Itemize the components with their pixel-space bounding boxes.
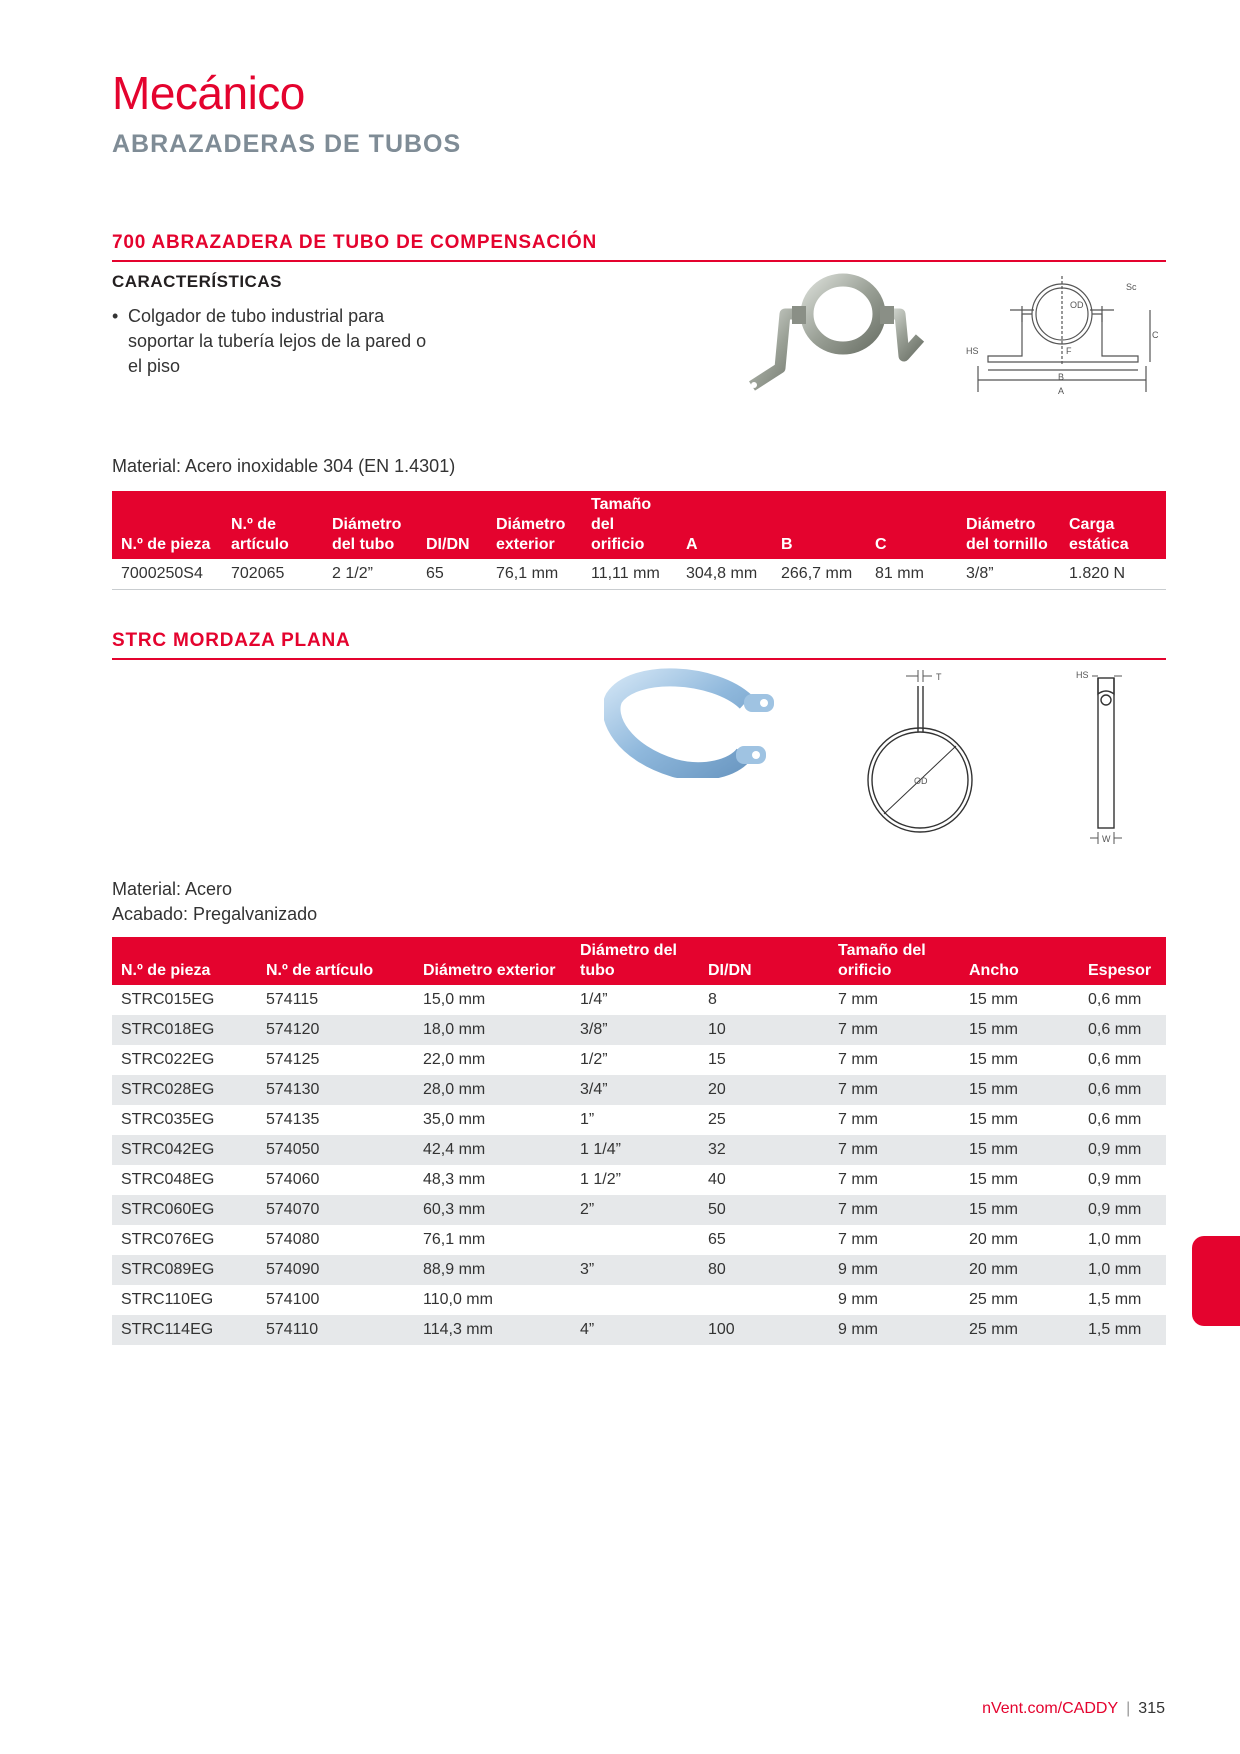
table-row <box>112 1075 1166 1105</box>
table-cell: 574115 <box>266 991 319 1008</box>
table-cell: STRC060EG <box>112 1195 257 1225</box>
table-cell: 7 mm <box>838 1051 878 1068</box>
table-cell: 574135 <box>266 1111 320 1128</box>
col-header: Diámetro del tubo <box>323 491 417 559</box>
table-cell: 574060 <box>266 1171 320 1188</box>
diagram-label-od-strc: OD <box>914 776 928 786</box>
table-cell: 0,9 mm <box>1079 1135 1166 1165</box>
col-header: Diámetro exterior <box>487 491 582 559</box>
table-cell: 11,11 mm <box>582 559 677 590</box>
table-cell: 574110 <box>257 1315 414 1345</box>
col-header: Tamaño del orificio <box>582 491 677 559</box>
table-header-row <box>112 491 1166 559</box>
strc-front-drawing <box>862 666 982 838</box>
col-header: N.º de artículo <box>257 937 414 985</box>
col-header: N.º de artículo <box>222 491 323 559</box>
diagram-label-od: OD <box>1070 300 1084 310</box>
col-header: N.º de pieza <box>112 937 257 985</box>
table-cell: 88,9 mm <box>414 1255 571 1285</box>
table-cell: 3” <box>571 1255 699 1285</box>
col-header: Tamaño del orificio <box>829 937 960 985</box>
table-cell: 15 mm <box>960 1015 1079 1045</box>
col-header: Ancho <box>960 937 1079 985</box>
diagram-label-f: F <box>1066 346 1072 356</box>
table-cell: 7 mm <box>838 1111 878 1128</box>
bullet-dot-icon: • <box>112 306 119 326</box>
table-cell: 1,0 mm <box>1079 1255 1166 1285</box>
table-cell: 9 mm <box>829 1315 960 1345</box>
diagram-label-hs-strc: HS <box>1076 670 1089 680</box>
table-cell: 574070 <box>257 1195 414 1225</box>
table-cell: 114,3 mm <box>414 1315 571 1345</box>
table-cell: 8 <box>708 991 717 1008</box>
table-cell: 2 1/2” <box>323 559 417 590</box>
table-row <box>112 1195 1166 1225</box>
col-header: DI/DN <box>417 491 487 559</box>
table-cell: 15 mm <box>969 1051 1018 1068</box>
table-cell: 60,3 mm <box>414 1195 571 1225</box>
table-cell: 7 mm <box>829 1075 960 1105</box>
col-header: B <box>772 491 866 559</box>
table-cell: 0,9 mm <box>1088 1171 1142 1188</box>
table-row <box>112 985 1166 1015</box>
table-row <box>112 1045 1166 1075</box>
diagram-label-w: W <box>1102 834 1111 844</box>
table-cell: 25 mm <box>960 1315 1079 1345</box>
col-header: Diámetro del tubo <box>571 937 699 985</box>
table-cell: 1,5 mm <box>1079 1315 1166 1345</box>
table-cell: 65 <box>708 1231 726 1248</box>
table-cell: 7 mm <box>838 1171 878 1188</box>
section-side-tab <box>1192 1236 1240 1326</box>
table-cell: STRC028EG <box>112 1075 257 1105</box>
material-strc: Material: Acero <box>112 879 233 899</box>
table-cell: 574120 <box>257 1015 414 1045</box>
table-cell: 4” <box>571 1315 699 1345</box>
col-header: A <box>677 491 772 559</box>
table-cell: 574130 <box>257 1075 414 1105</box>
table-cell: STRC089EG <box>112 1255 257 1285</box>
table-cell: 7 mm <box>838 991 878 1008</box>
table-cell: 266,7 mm <box>772 559 866 590</box>
table-cell: 574080 <box>266 1231 320 1248</box>
table-cell: 76,1 mm <box>423 1231 486 1248</box>
table-cell: 0,6 mm <box>1079 1075 1166 1105</box>
table-cell: STRC076EG <box>121 1231 215 1248</box>
table-row <box>112 1165 1166 1195</box>
table-cell: 22,0 mm <box>423 1051 486 1068</box>
table-cell: 0,6 mm <box>1079 1015 1166 1045</box>
col-header: DI/DN <box>699 937 829 985</box>
table-cell: 100 <box>699 1315 829 1345</box>
table-row <box>112 559 1166 590</box>
table-cell: 42,4 mm <box>414 1135 571 1165</box>
table-cell <box>571 1225 699 1255</box>
footer-separator: | <box>1126 1700 1131 1717</box>
feature-bullet <box>112 304 432 379</box>
table-cell: 574100 <box>266 1291 320 1308</box>
col-header: Diámetro del tornillo <box>957 491 1060 559</box>
table-cell: 3/8” <box>957 559 1060 590</box>
table-cell: 20 mm <box>969 1231 1018 1248</box>
footer-url-link[interactable]: nVent.com/CADDY <box>982 1700 1119 1717</box>
table-cell: 574125 <box>266 1051 320 1068</box>
table-cell: 1.820 N <box>1060 559 1166 590</box>
table-cell: 15,0 mm <box>423 991 486 1008</box>
table-cell: 15 mm <box>960 1075 1079 1105</box>
features-heading: CARACTERÍSTICAS <box>112 272 282 291</box>
table-cell: 35,0 mm <box>423 1111 486 1128</box>
table-cell: STRC048EG <box>121 1171 215 1188</box>
table-row <box>112 1285 1166 1315</box>
table-cell: STRC114EG <box>112 1315 257 1345</box>
finish-strc: Acabado: Pregalvanizado <box>112 904 318 924</box>
table-cell: STRC042EG <box>112 1135 257 1165</box>
table-cell: 15 mm <box>969 1171 1018 1188</box>
spec-table-strc <box>112 937 1166 1345</box>
table-cell: 0,6 mm <box>1088 1051 1142 1068</box>
table-cell: 9 mm <box>838 1291 878 1308</box>
section-heading-700: 700 ABRAZADERA DE TUBO DE COMPENSACIÓN <box>112 232 1166 262</box>
table-cell: 28,0 mm <box>414 1075 571 1105</box>
table-cell: 10 <box>699 1015 829 1045</box>
table-cell: 7 mm <box>829 1135 960 1165</box>
table-cell: 1” <box>580 1111 595 1128</box>
table-cell: 110,0 mm <box>423 1291 493 1308</box>
table-cell: 574090 <box>257 1255 414 1285</box>
table-cell: 80 <box>699 1255 829 1285</box>
table-cell: 15 mm <box>960 1135 1079 1165</box>
table-cell: 702065 <box>222 559 323 590</box>
table-cell: STRC018EG <box>112 1015 257 1045</box>
strc-side-drawing <box>1076 666 1136 848</box>
table-cell: 1,0 mm <box>1088 1231 1142 1248</box>
pipe-clamp-700-drawing <box>966 270 1162 402</box>
table-cell: 32 <box>699 1135 829 1165</box>
table-cell: 15 mm <box>969 991 1018 1008</box>
pipe-clamp-700-photo <box>740 268 930 398</box>
table-cell: 1,5 mm <box>1088 1291 1142 1308</box>
table-cell: 7 mm <box>829 1015 960 1045</box>
table-cell: 20 mm <box>960 1255 1079 1285</box>
table-cell: 3/8” <box>571 1015 699 1045</box>
table-cell: STRC022EG <box>121 1051 215 1068</box>
table-cell: 0,6 mm <box>1088 1111 1142 1128</box>
table-cell: 7 mm <box>829 1195 960 1225</box>
table-cell: 7000250S4 <box>112 559 222 590</box>
col-header: Diámetro exterior <box>414 937 571 985</box>
col-header: Espesor <box>1079 937 1166 985</box>
table-cell: 7 mm <box>838 1231 878 1248</box>
table-cell: 76,1 mm <box>487 559 582 590</box>
table-cell: 2” <box>571 1195 699 1225</box>
table-cell: 65 <box>417 559 487 590</box>
table-row <box>112 1315 1166 1345</box>
table-cell: 20 <box>699 1075 829 1105</box>
col-header: N.º de pieza <box>112 491 222 559</box>
table-cell: 9 mm <box>829 1255 960 1285</box>
diagram-label-b: B <box>1058 372 1065 382</box>
table-cell: 574050 <box>257 1135 414 1165</box>
table-row <box>112 1135 1166 1165</box>
table-row <box>112 1255 1166 1285</box>
table-cell: 25 <box>708 1111 726 1128</box>
table-cell <box>571 1285 699 1315</box>
page-number: 315 <box>1138 1700 1165 1717</box>
table-cell: 1 1/4” <box>571 1135 699 1165</box>
table-cell <box>699 1285 829 1315</box>
table-cell: 304,8 mm <box>677 559 772 590</box>
table-cell: 15 mm <box>969 1111 1018 1128</box>
table-cell: 1 1/2” <box>580 1171 621 1188</box>
table-cell: 1/2” <box>580 1051 608 1068</box>
table-cell: STRC110EG <box>121 1291 214 1308</box>
col-header: Carga estática <box>1060 491 1166 559</box>
footer <box>982 1700 1165 1718</box>
material-700: Material: Acero inoxidable 304 (EN 1.4301) <box>112 456 456 476</box>
table-cell: STRC035EG <box>121 1111 215 1128</box>
table-row <box>112 1105 1166 1135</box>
page-subtitle: ABRAZADERAS DE TUBOS <box>112 130 462 158</box>
section-heading-strc: STRC MORDAZA PLANA <box>112 630 1166 660</box>
table-cell: 3/4” <box>571 1075 699 1105</box>
col-header: C <box>866 491 957 559</box>
diagram-label-c: C <box>1152 330 1159 340</box>
table-cell: 25 mm <box>969 1291 1018 1308</box>
table-cell: 15 mm <box>960 1195 1079 1225</box>
table-cell: 15 <box>708 1051 726 1068</box>
table-cell: 48,3 mm <box>423 1171 486 1188</box>
diagram-label-hs: HS <box>966 346 979 356</box>
table-row <box>112 1015 1166 1045</box>
table-cell: STRC015EG <box>121 991 215 1008</box>
spec-table-700 <box>112 491 1166 590</box>
table-header-row <box>112 937 1166 985</box>
strc-clamp-photo <box>604 668 780 778</box>
table-cell: 81 mm <box>866 559 957 590</box>
table-row <box>112 1225 1166 1255</box>
table-cell: 40 <box>708 1171 726 1188</box>
diagram-label-sc: Sc <box>1126 282 1137 292</box>
diagram-label-t: T <box>936 672 942 682</box>
table-cell: 50 <box>699 1195 829 1225</box>
table-cell: 1/4” <box>580 991 608 1008</box>
table-cell: 0,9 mm <box>1079 1195 1166 1225</box>
table-cell: 0,6 mm <box>1088 991 1142 1008</box>
page-title: Mecánico <box>112 67 305 119</box>
diagram-label-a: A <box>1058 386 1065 396</box>
feature-bullet-text: Colgador de tubo industrial para soportar la tubería lejos de la pared o el piso <box>128 306 427 376</box>
table-cell: 18,0 mm <box>414 1015 571 1045</box>
